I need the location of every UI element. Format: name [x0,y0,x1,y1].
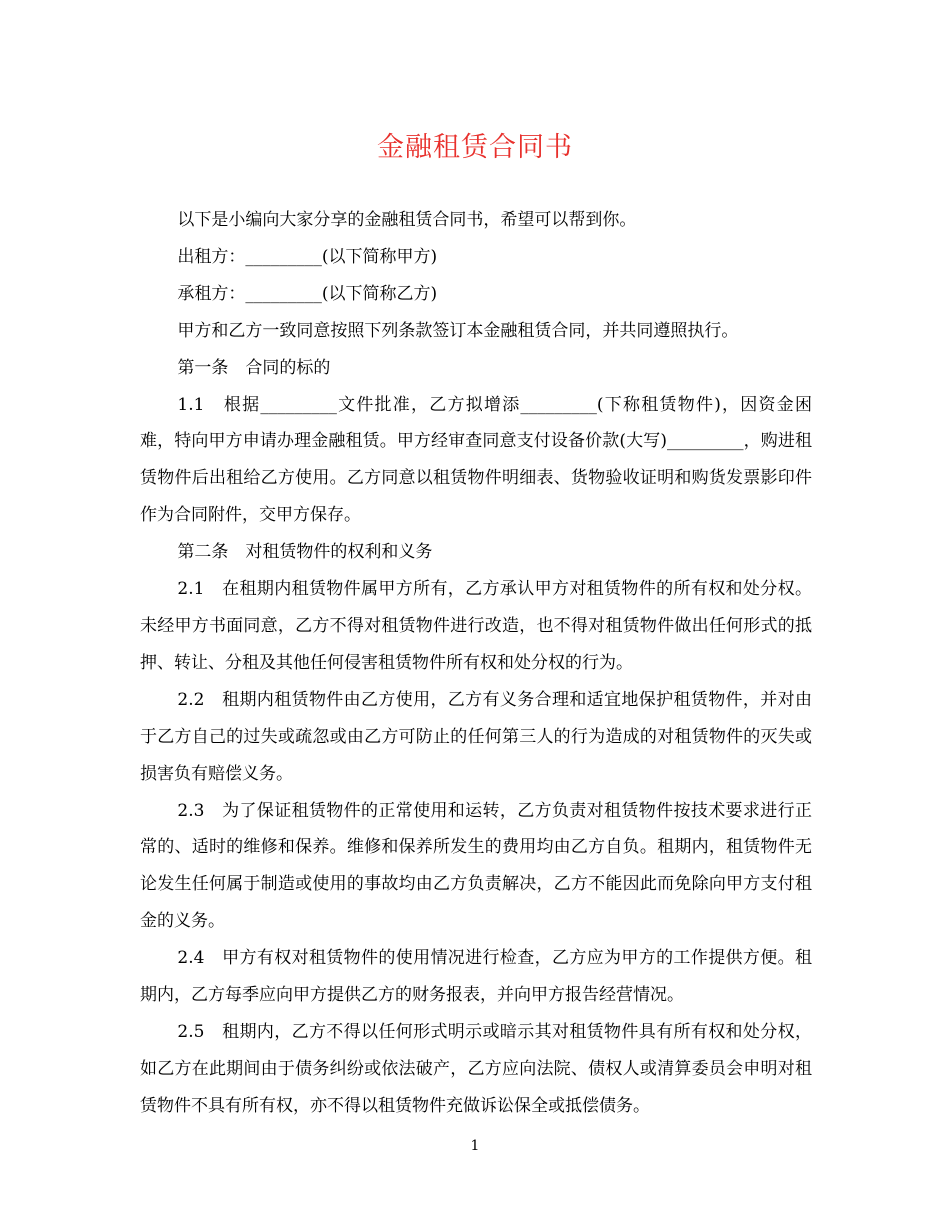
paragraph-lessor: 出租方：_________(以下简称甲方) [177,246,438,267]
article-2-heading: 第二条 对租赁物件的权利和义务 [177,542,433,563]
paragraph-intro: 以下是小编向大家分享的金融租赁合同书，希望可以帮到你。 [177,210,637,230]
clause-2-1: 2.1 在租期内租赁物件属甲方所有，乙方承认甲方对租赁物件的所有权和处分权。未经甲方书面同意，乙方不得对租赁物件进行改造，也不得对租赁物件做出任何形式的抵押、转让、分租及其他任何侵害租赁物件所有权和处分权的行为。 [140,579,812,673]
clause-1-1: 1.1 根据_________文件批准，乙方拟增添_________(下称租赁物件)，因资金困难，特向甲方申请办理金融租赁。甲方经审查同意支付设备价款(大写)_________，购进租赁物件后出租给乙方使用。乙方同意以租赁物件明细表、货物验收证明和购货发票影印件作为合同附件，交甲方保存。 [140,394,812,526]
clause-2-3: 2.3 为了保证租赁物件的正常使用和运转，乙方负责对租赁物件按技术要求进行正常的、适时的维修和保养。维修和保养所发生的费用均由乙方自负。租期内，租赁物件无论发生任何属于制造或使用的事故均由乙方负责解决，乙方不能因此而免除向甲方支付租金的义务。 [140,800,812,932]
paragraph-agreement: 甲方和乙方一致同意按照下列条款签订本金融租赁合同，并共同遵照执行。 [177,320,739,341]
document-title: 金融租赁合同书 [377,132,573,163]
paragraph-lessee: 承租方：_________(以下简称乙方) [177,283,438,304]
clause-2-4: 2.4 甲方有权对租赁物件的使用情况进行检查，乙方应为甲方的工作提供方便。租期内，乙方每季应向甲方提供乙方的财务报表，并向甲方报告经营情况。 [140,948,812,1006]
article-1-heading: 第一条 合同的标的 [177,357,331,378]
page-number: 1 [470,1138,480,1154]
clause-2-5: 2.5 租期内，乙方不得以任何形式明示或暗示其对租赁物件具有所有权和处分权，如乙方在此期间由于债务纠纷或依法破产，乙方应向法院、债权人或清算委员会申明对租赁物件不具有所有权，亦不得以租赁物件充做诉讼保全或抵偿债务。 [140,1021,812,1116]
clause-2-2: 2.2 租期内租赁物件由乙方使用，乙方有义务合理和适宜地保护租赁物件，并对由于乙方自己的过失或疏忽或由乙方可防止的任何第三人的行为造成的对租赁物件的灭失或损害负有赔偿义务。 [140,689,812,784]
document-body [140,202,812,1125]
